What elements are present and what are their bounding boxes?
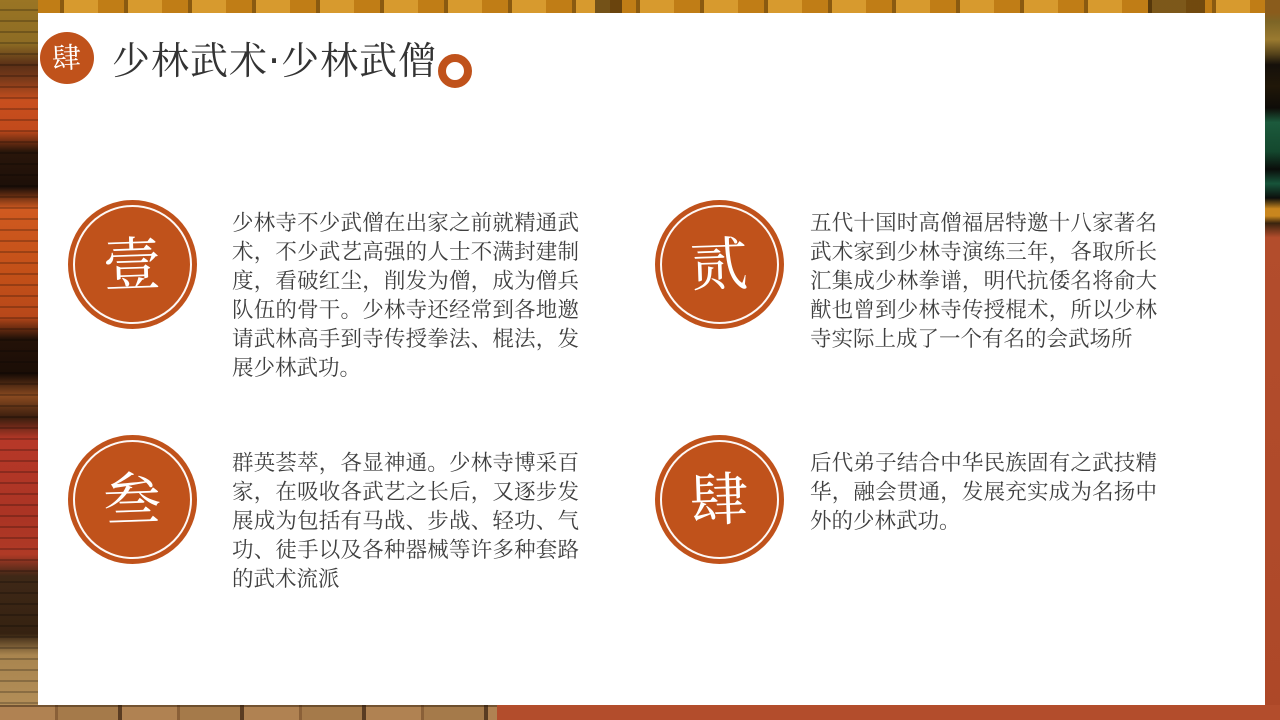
numeral-four: 肆 <box>689 464 750 535</box>
numeral-circle-1 <box>68 200 197 329</box>
numeral-two: 贰 <box>689 229 750 300</box>
slide-title: 少林武术·少林武僧 <box>112 39 438 83</box>
photo-border-top <box>0 0 1280 13</box>
content-block-1 <box>68 200 608 410</box>
content-block-2 <box>655 200 1195 410</box>
block-text-1: 少林寺不少武僧在出家之前就精通武术，不少武艺高强的人士不满封建制度，看破红尘，削发为僧，成为僧兵队伍的骨干。少林寺还经常到各地邀请武林高手到寺传授拳法、棍法，发展少林武功。 <box>232 211 579 381</box>
chapter-badge-numeral: 肆 <box>51 39 83 76</box>
slide-header <box>38 13 1265 123</box>
numeral-three: 叁 <box>102 464 163 535</box>
content-block-4 <box>655 435 1195 645</box>
numeral-circle-3 <box>68 435 197 564</box>
photo-border-bottom <box>0 705 1280 720</box>
numeral-circle-2 <box>655 200 784 329</box>
numeral-one: 壹 <box>102 229 163 300</box>
photo-border-right <box>1265 0 1280 720</box>
block-text-2: 五代十国时高僧福居特邀十八家著名武术家到少林寺演练三年，各取所长汇集成少林拳谱，明代抗倭名将俞大猷也曾到少林寺传授棍术，所以少林寺实际上成了一个有名的会武场所 <box>810 211 1157 352</box>
chapter-badge <box>40 32 94 84</box>
block-text-4: 后代弟子结合中华民族固有之武技精华，融会贯通，发展充实成为名扬中外的少林武功。 <box>810 451 1157 534</box>
content-panel <box>38 13 1265 705</box>
content-block-3 <box>68 435 608 645</box>
numeral-circle-4 <box>655 435 784 564</box>
photo-border-left <box>0 0 38 720</box>
title-ring-decoration <box>438 54 472 88</box>
block-text-3: 群英荟萃，各显神通。少林寺博采百家，在吸收各武艺之长后，又逐步发展成为包括有马战、步战、轻功、气功、徒手以及各种器械等许多种套路的武术流派 <box>232 451 579 592</box>
